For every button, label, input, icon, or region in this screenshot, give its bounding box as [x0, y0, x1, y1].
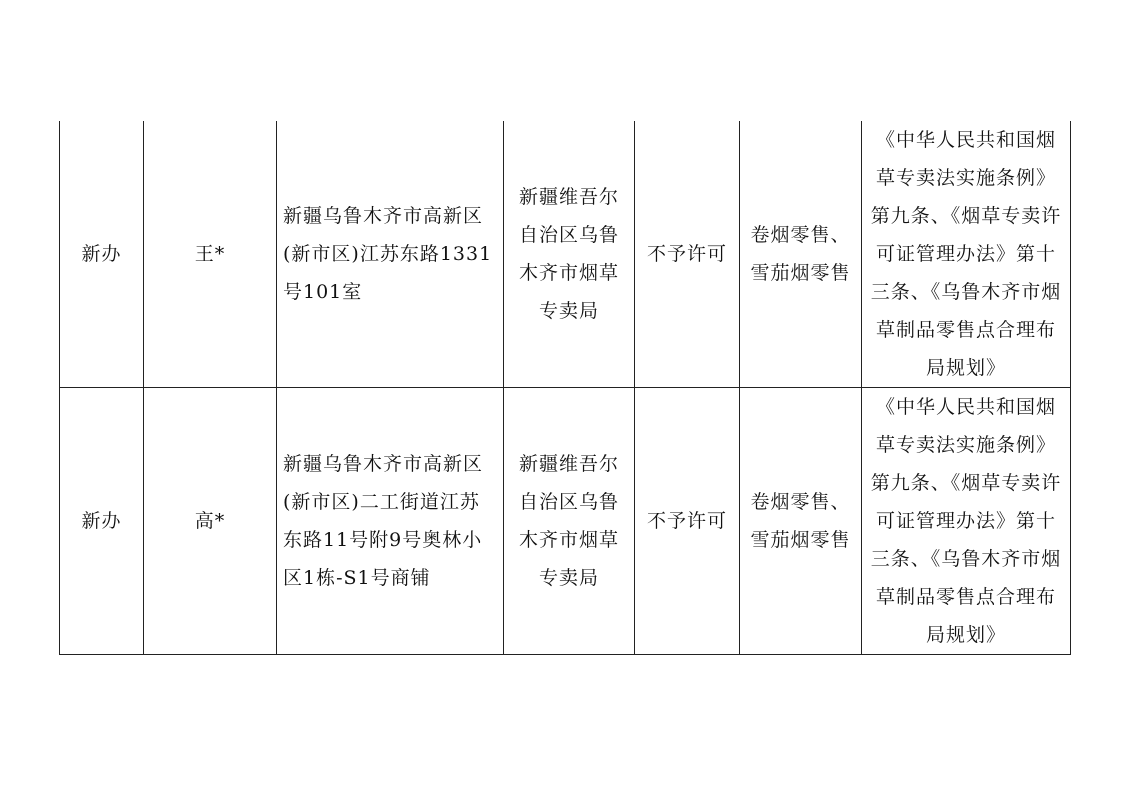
- decision-result-cell: 不予许可: [635, 388, 740, 655]
- authority-cell: 新疆维吾尔自治区乌鲁木齐市烟草专卖局: [504, 388, 635, 655]
- legal-basis-cell: 《中华人民共和国烟草专卖法实施条例》第九条、《烟草专卖许可证管理办法》第十三条、《乌鲁木齐市烟草制品零售点合理布局规划》: [862, 121, 1071, 388]
- authority-cell: 新疆维吾尔自治区乌鲁木齐市烟草专卖局: [504, 121, 635, 388]
- applicant-name-cell: 王*: [144, 121, 277, 388]
- business-address-cell: 新疆乌鲁木齐市高新区(新市区)江苏东路1331号101室: [277, 121, 504, 388]
- table-row: [60, 121, 1071, 388]
- business-scope-cell: 卷烟零售、雪茄烟零售: [740, 121, 862, 388]
- applicant-name-cell: 高*: [144, 388, 277, 655]
- business-address-cell: 新疆乌鲁木齐市高新区(新市区)二工街道江苏东路11号附9号奥林小区1栋-S1号商铺: [277, 388, 504, 655]
- business-scope-cell: 卷烟零售、雪茄烟零售: [740, 388, 862, 655]
- decision-result-cell: 不予许可: [635, 121, 740, 388]
- legal-basis-cell: 《中华人民共和国烟草专卖法实施条例》第九条、《烟草专卖许可证管理办法》第十三条、《乌鲁木齐市烟草制品零售点合理布局规划》: [862, 388, 1071, 655]
- application-type-cell: 新办: [60, 388, 144, 655]
- table-row: [60, 388, 1071, 655]
- records-table: [59, 121, 1071, 655]
- application-type-cell: 新办: [60, 121, 144, 388]
